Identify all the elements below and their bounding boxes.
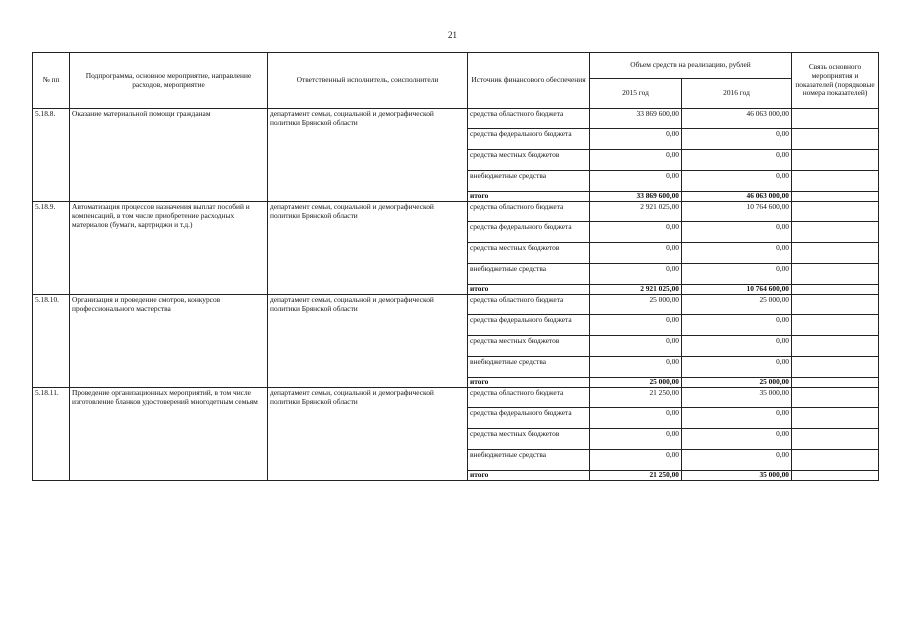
budget-table xyxy=(32,52,879,481)
amount-2015: 0,00 xyxy=(590,429,682,450)
amount-2015: 33 869 600,00 xyxy=(590,109,682,129)
source-label: средства федерального бюджета xyxy=(468,129,590,150)
amount-2016: 0,00 xyxy=(682,408,792,429)
indicator-link-cell xyxy=(792,171,879,192)
amount-2016: 10 764 600,00 xyxy=(682,285,792,295)
amount-2015: 0,00 xyxy=(590,450,682,471)
amount-2016: 0,00 xyxy=(682,315,792,336)
amount-2015: 0,00 xyxy=(590,222,682,243)
indicator-link-cell xyxy=(792,429,879,450)
amount-2015: 0,00 xyxy=(590,315,682,336)
amount-2016: 35 000,00 xyxy=(682,471,792,481)
indicator-link-cell xyxy=(792,357,879,378)
amount-2015: 0,00 xyxy=(590,264,682,285)
table-header xyxy=(33,53,879,109)
indicator-link-cell xyxy=(792,264,879,285)
row-executor: департамент семьи, социальной и демографической политики Брянской области xyxy=(268,109,468,202)
indicator-link-cell xyxy=(792,243,879,264)
source-label: средства местных бюджетов xyxy=(468,243,590,264)
amount-2016: 46 063 000,00 xyxy=(682,192,792,202)
amount-2015: 0,00 xyxy=(590,150,682,171)
amount-2016: 0,00 xyxy=(682,171,792,192)
amount-2016: 0,00 xyxy=(682,150,792,171)
table-row xyxy=(33,202,879,222)
amount-2016: 0,00 xyxy=(682,243,792,264)
indicator-link-cell xyxy=(792,471,879,481)
source-label: средства областного бюджета xyxy=(468,202,590,222)
indicator-link-cell xyxy=(792,450,879,471)
row-executor: департамент семьи, социальной и демографической политики Брянской области xyxy=(268,202,468,295)
indicator-link-cell xyxy=(792,336,879,357)
amount-2015: 0,00 xyxy=(590,408,682,429)
header-executor: Ответственный исполнитель, соисполнители xyxy=(268,53,468,109)
amount-2016: 0,00 xyxy=(682,336,792,357)
amount-2015: 25 000,00 xyxy=(590,295,682,315)
amount-2016: 0,00 xyxy=(682,429,792,450)
row-executor: департамент семьи, социальной и демографической политики Брянской области xyxy=(268,388,468,481)
indicator-link-cell xyxy=(792,378,879,388)
amount-2015: 2 921 025,00 xyxy=(590,285,682,295)
amount-2015: 2 921 025,00 xyxy=(590,202,682,222)
amount-2016: 0,00 xyxy=(682,222,792,243)
source-label: внебюджетные средства xyxy=(468,450,590,471)
amount-2015: 21 250,00 xyxy=(590,388,682,408)
source-label: средства местных бюджетов xyxy=(468,150,590,171)
indicator-link-cell xyxy=(792,285,879,295)
row-code: 5.18.9. xyxy=(33,202,70,295)
indicator-link-cell xyxy=(792,388,879,408)
source-label: итого xyxy=(468,192,590,202)
amount-2015: 0,00 xyxy=(590,171,682,192)
row-code: 5.18.8. xyxy=(33,109,70,202)
row-program-name: Оказание материальной помощи гражданам xyxy=(70,109,268,202)
source-label: внебюджетные средства xyxy=(468,171,590,192)
indicator-link-cell xyxy=(792,150,879,171)
row-code: 5.18.11. xyxy=(33,388,70,481)
amount-2015: 0,00 xyxy=(590,129,682,150)
amount-2016: 25 000,00 xyxy=(682,378,792,388)
source-label: средства областного бюджета xyxy=(468,295,590,315)
header-volume: Объем средств на реализацию, рублей xyxy=(590,53,792,79)
row-program-name: Автоматизация процессов назначения выплат пособий и компенсаций, в том числе приобретение расходных материалов (бумаги, картриджи и т.д.) xyxy=(70,202,268,295)
amount-2015: 21 250,00 xyxy=(590,471,682,481)
source-label: средства областного бюджета xyxy=(468,388,590,408)
header-year-2015: 2015 год xyxy=(590,79,682,109)
indicator-link-cell xyxy=(792,129,879,150)
source-label: внебюджетные средства xyxy=(468,357,590,378)
row-program-name: Организация и проведение смотров, конкурсов профессионального мастерства xyxy=(70,295,268,388)
source-label: итого xyxy=(468,378,590,388)
row-code: 5.18.10. xyxy=(33,295,70,388)
amount-2015: 0,00 xyxy=(590,336,682,357)
source-label: внебюджетные средства xyxy=(468,264,590,285)
source-label: средства местных бюджетов xyxy=(468,336,590,357)
amount-2016: 35 000,00 xyxy=(682,388,792,408)
indicator-link-cell xyxy=(792,295,879,315)
indicator-link-cell xyxy=(792,192,879,202)
indicator-link-cell xyxy=(792,109,879,129)
source-label: итого xyxy=(468,285,590,295)
indicator-link-cell xyxy=(792,202,879,222)
table-row xyxy=(33,388,879,408)
source-label: средства федерального бюджета xyxy=(468,315,590,336)
amount-2015: 25 000,00 xyxy=(590,378,682,388)
table-row xyxy=(33,295,879,315)
header-year-2016: 2016 год xyxy=(682,79,792,109)
source-label: средства областного бюджета xyxy=(468,109,590,129)
source-label: средства федерального бюджета xyxy=(468,408,590,429)
table-row xyxy=(33,109,879,129)
indicator-link-cell xyxy=(792,222,879,243)
table-body xyxy=(33,109,879,481)
amount-2015: 0,00 xyxy=(590,243,682,264)
indicator-link-cell xyxy=(792,315,879,336)
source-label: итого xyxy=(468,471,590,481)
amount-2015: 0,00 xyxy=(590,357,682,378)
amount-2016: 0,00 xyxy=(682,264,792,285)
row-program-name: Проведение организационных мероприятий, в том числе изготовление бланков удостоверений многодетным семьям xyxy=(70,388,268,481)
source-label: средства местных бюджетов xyxy=(468,429,590,450)
amount-2016: 0,00 xyxy=(682,129,792,150)
header-num: № пп xyxy=(33,53,70,109)
amount-2016: 0,00 xyxy=(682,450,792,471)
header-program: Подпрограмма, основное мероприятие, направление расходов, мероприятие xyxy=(70,53,268,109)
amount-2016: 25 000,00 xyxy=(682,295,792,315)
row-executor: департамент семьи, социальной и демографической политики Брянской области xyxy=(268,295,468,388)
amount-2015: 33 869 600,00 xyxy=(590,192,682,202)
amount-2016: 10 764 600,00 xyxy=(682,202,792,222)
header-source: Источник финансового обеспечения xyxy=(468,53,590,109)
amount-2016: 46 063 000,00 xyxy=(682,109,792,129)
source-label: средства федерального бюджета xyxy=(468,222,590,243)
amount-2016: 0,00 xyxy=(682,357,792,378)
indicator-link-cell xyxy=(792,408,879,429)
header-link: Связь основного мероприятия и показателей (порядковые номера показателей) xyxy=(792,53,879,109)
page-number: 21 xyxy=(448,30,457,40)
